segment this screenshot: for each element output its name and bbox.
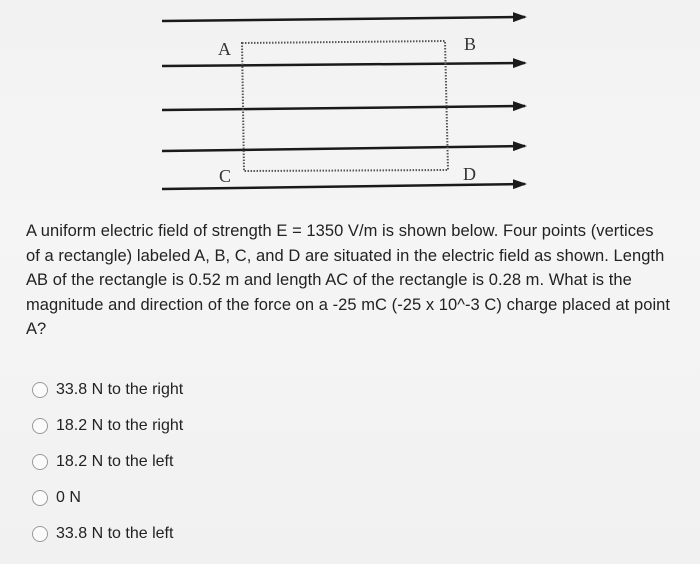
radio-button[interactable]: [32, 418, 48, 434]
field-line-1: [162, 17, 525, 21]
radio-button[interactable]: [32, 454, 48, 470]
field-line-3: [162, 106, 525, 110]
answer-option[interactable]: [32, 516, 183, 552]
field-line-2: [162, 63, 525, 66]
answer-options: [32, 372, 183, 552]
label-point-b: B: [464, 34, 477, 54]
answer-option[interactable]: [32, 444, 183, 480]
electric-field-diagram: [0, 0, 700, 210]
radio-button[interactable]: [32, 526, 48, 542]
field-line-5: [162, 184, 525, 189]
label-point-a: A: [218, 39, 231, 59]
label-point-d: D: [463, 164, 476, 184]
field-line-4: [162, 146, 525, 151]
answer-option-label: 18.2 N to the left: [56, 453, 174, 470]
label-point-c: C: [219, 166, 232, 186]
answer-option[interactable]: [32, 372, 183, 408]
answer-option-label: 33.8 N to the right: [56, 381, 184, 398]
answer-option-label: 18.2 N to the right: [56, 417, 184, 434]
answer-option-label: 33.8 N to the left: [56, 525, 174, 542]
radio-button[interactable]: [32, 490, 48, 506]
answer-option[interactable]: [32, 480, 183, 516]
radio-button[interactable]: [32, 382, 48, 398]
question-text: A uniform electric field of strength E = 1350 V/m is shown below. Four points (vertices of a rectangle) labeled A, B, C, and D are situated in the electric field as shown. Length AB of the rectangle is 0.52 m and length AC of the rectangle is 0.28 m. What is the magnitude and direction of the force on a -25 mC (-25 x 10^-3 C) charge placed at point A?: [26, 222, 671, 338]
answer-option-label: 0 N: [56, 489, 81, 506]
answer-option[interactable]: [32, 408, 183, 444]
